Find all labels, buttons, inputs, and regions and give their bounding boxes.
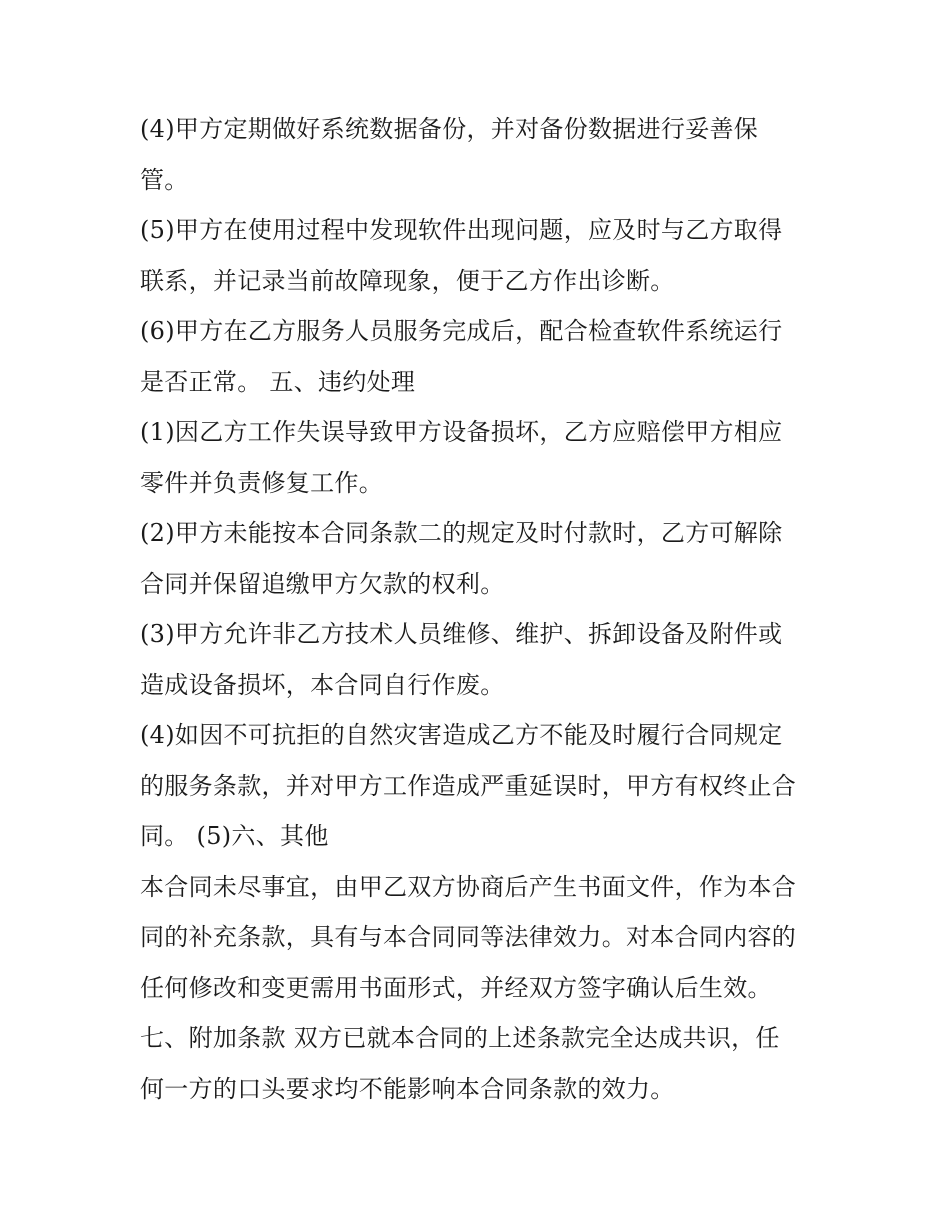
- text-line: 合同并保留追缴甲方欠款的权利。: [140, 569, 505, 598]
- text-line: (4)甲方定期做好系统数据备份，并对备份数据进行妥善保: [140, 115, 759, 143]
- text-line: 造成设备损坏，本合同自行作废。: [140, 670, 505, 699]
- text-line: 同的补充条款，具有与本合同同等法律效力。对本合同内容的: [140, 923, 797, 951]
- text-line: 管。: [140, 165, 189, 194]
- text-line: 任何修改和变更需用书面形式，并经双方签字确认后生效。: [140, 973, 772, 1002]
- text-line: 零件并负责修复工作。: [140, 468, 383, 497]
- text-line: 是否正常。 五、违约处理: [140, 367, 416, 396]
- text-line: 的服务条款，并对甲方工作造成严重延误时，甲方有权终止合: [140, 771, 797, 800]
- document-body: [140, 104, 820, 1114]
- text-line: 同。 (5)六、其他: [140, 822, 329, 850]
- text-line: (4)如因不可抗拒的自然灾害造成乙方不能及时履行合同规定: [140, 721, 783, 749]
- text-line: (3)甲方允许非乙方技术人员维修、维护、拆卸设备及附件或: [140, 620, 783, 648]
- text-line: 联系，并记录当前故障现象，便于乙方作出诊断。: [140, 266, 675, 295]
- text-line: (2)甲方未能按本合同条款二的规定及时付款时，乙方可解除: [140, 519, 783, 547]
- text-line: (1)因乙方工作失误导致甲方设备损坏，乙方应赔偿甲方相应: [140, 418, 783, 446]
- text-line: (6)甲方在乙方服务人员服务完成后，配合检查软件系统运行: [140, 317, 783, 345]
- text-line: (5)甲方在使用过程中发现软件出现问题，应及时与乙方取得: [140, 216, 783, 244]
- text-line: 本合同未尽事宜，由甲乙双方协商后产生书面文件，作为本合: [140, 872, 797, 901]
- text-line: 何一方的口头要求均不能影响本合同条款的效力。: [140, 1074, 675, 1103]
- text-line: 七、附加条款 双方已就本合同的上述条款完全达成共识，任: [140, 1024, 780, 1052]
